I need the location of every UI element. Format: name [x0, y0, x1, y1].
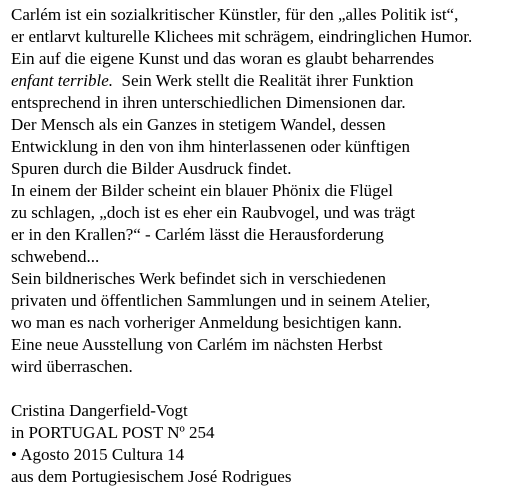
- paragraph-spacer: [11, 378, 511, 400]
- article-line: er in den Krallen?“ - Carlém lässt die Herausforderung: [11, 225, 384, 244]
- article-body: [11, 4, 511, 378]
- credits-block: [11, 400, 511, 488]
- author-name: Cristina Dangerfield-Vogt: [11, 401, 188, 420]
- article-line: zu schlagen, „doch ist es eher ein Raubvogel, und was trägt: [11, 203, 416, 222]
- article-line: er entlarvt kulturelle Klichees mit schrägem, eindringlichen Humor.: [11, 27, 473, 46]
- translation-credit: aus dem Portugiesischem José Rodrigues: [11, 467, 292, 486]
- article-line: Eine neue Ausstellung von Carlém im nächsten Herbst: [11, 335, 383, 354]
- italic-phrase: enfant terrible.: [11, 71, 113, 90]
- article-line: wird überraschen.: [11, 357, 133, 376]
- article-line: Carlém ist ein sozialkritischer Künstler, für den „alles Politik ist“,: [11, 5, 459, 24]
- article-line: entsprechend in ihren unterschiedlichen Dimensionen dar.: [11, 93, 406, 112]
- article-line: In einem der Bilder scheint ein blauer Phönix die Flügel: [11, 181, 393, 200]
- article-line: schwebend...: [11, 247, 100, 266]
- article-line: Spuren durch die Bilder Ausdruck findet.: [11, 159, 292, 178]
- document-page: [11, 4, 511, 488]
- article-line: [11, 70, 511, 92]
- article-line-rest: Sein Werk stellt die Realität ihrer Funktion: [112, 71, 414, 90]
- article-line: wo man es nach vorheriger Anmeldung besichtigen kann.: [11, 313, 402, 332]
- publication-name: in PORTUGAL POST Nº 254: [11, 423, 215, 442]
- article-line: Ein auf die eigene Kunst und das woran es glaubt beharrendes: [11, 49, 434, 68]
- article-line: Der Mensch als ein Ganzes in stetigem Wandel, dessen: [11, 115, 386, 134]
- article-line: privaten und öffentlichen Sammlungen und in seinem Atelier,: [11, 291, 431, 310]
- article-line: Sein bildnerisches Werk befindet sich in verschiedenen: [11, 269, 387, 288]
- article-line: Entwicklung in den von ihm hinterlassenen oder künftigen: [11, 137, 410, 156]
- issue-info: • Agosto 2015 Cultura 14: [11, 445, 185, 464]
